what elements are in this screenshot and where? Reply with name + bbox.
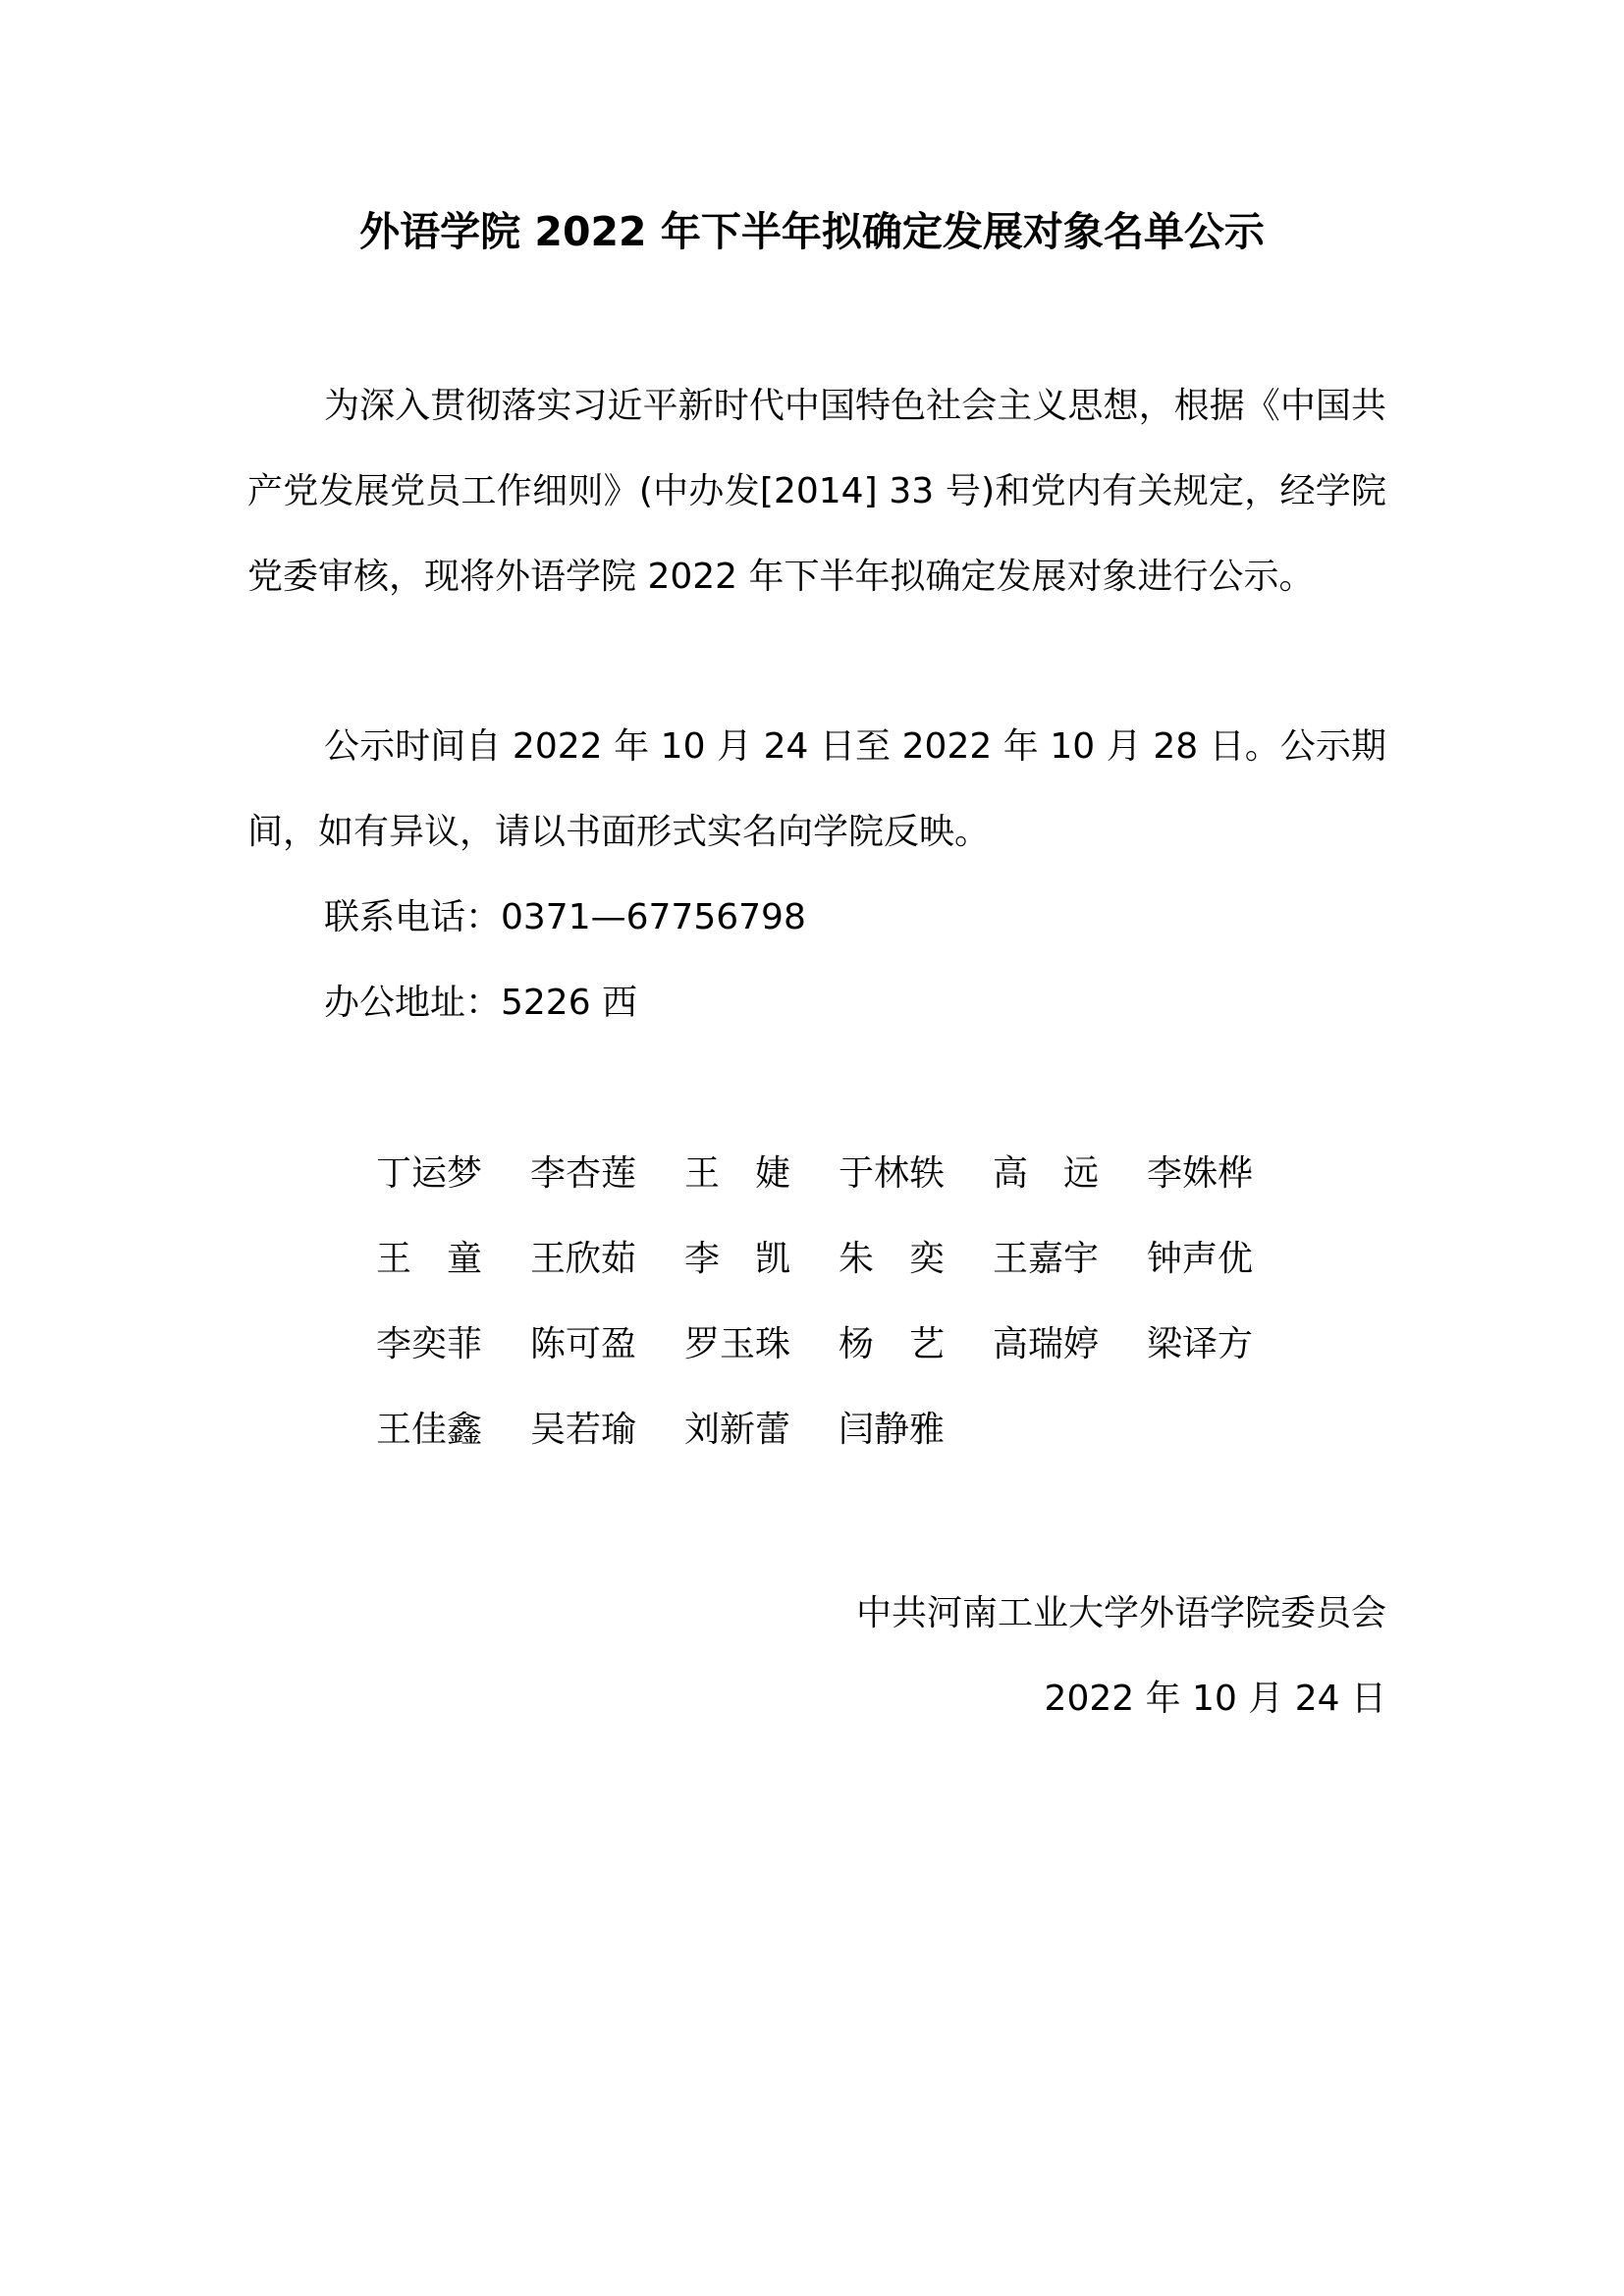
candidate-name: 李姝桦 bbox=[1147, 1153, 1254, 1194]
intro-paragraph: 为深入贯彻落实习近平新时代中国特色社会主义思想，根据《中国共产党发展党员工作细则》(中办发[2014] 33 号)和党内有关规定，经学院党委审核，现将外语学院 2022 年下半年拟确定发展对象进行公示。 bbox=[247, 386, 1386, 597]
document-title: 外语学院 2022 年下半年拟确定发展对象名单公示 bbox=[359, 208, 1265, 255]
candidate-name: 王 童 bbox=[376, 1239, 483, 1279]
candidate-name: 李杏莲 bbox=[530, 1153, 637, 1194]
candidate-name-list bbox=[376, 1131, 1358, 1472]
candidate-name: 高瑞婷 bbox=[993, 1324, 1100, 1364]
candidate-name: 李 凯 bbox=[684, 1239, 791, 1279]
office-address: 办公地址：5226 西 bbox=[324, 983, 638, 1023]
candidate-name: 丁运梦 bbox=[376, 1153, 483, 1194]
candidate-name: 王 婕 bbox=[684, 1153, 791, 1194]
name-row bbox=[376, 1131, 1358, 1216]
candidate-name: 王欣茹 bbox=[530, 1239, 637, 1279]
contact-phone: 联系电话：0371—67756798 bbox=[324, 897, 806, 937]
candidate-name: 闫静雅 bbox=[839, 1410, 946, 1450]
signature-date: 2022 年 10 月 24 日 bbox=[1044, 1679, 1386, 1719]
signature-block bbox=[856, 1571, 1386, 1741]
candidate-name: 杨 艺 bbox=[839, 1324, 946, 1364]
candidate-name: 朱 奕 bbox=[839, 1239, 946, 1279]
name-row bbox=[376, 1387, 1358, 1472]
name-row bbox=[376, 1302, 1358, 1387]
candidate-name: 刘新蕾 bbox=[684, 1410, 791, 1450]
notice-period-paragraph: 公示时间自 2022 年 10 月 24 日至 2022 年 10 月 28 日。公示期间，如有异议，请以书面形式实名向学院反映。 bbox=[247, 726, 1386, 852]
signature-organization: 中共河南工业大学外语学院委员会 bbox=[855, 1593, 1386, 1633]
candidate-name: 吴若瑜 bbox=[530, 1410, 637, 1450]
candidate-name: 陈可盈 bbox=[530, 1324, 637, 1364]
name-row bbox=[376, 1216, 1358, 1302]
candidate-name: 于林轶 bbox=[839, 1153, 946, 1194]
candidate-name: 李奕菲 bbox=[376, 1324, 483, 1364]
candidate-name: 高 远 bbox=[993, 1153, 1100, 1194]
candidate-name: 王佳鑫 bbox=[376, 1410, 483, 1450]
candidate-name: 王嘉宇 bbox=[993, 1239, 1100, 1279]
candidate-name: 钟声优 bbox=[1147, 1239, 1254, 1279]
candidate-name: 罗玉珠 bbox=[684, 1324, 791, 1364]
candidate-name: 梁译方 bbox=[1147, 1324, 1254, 1364]
